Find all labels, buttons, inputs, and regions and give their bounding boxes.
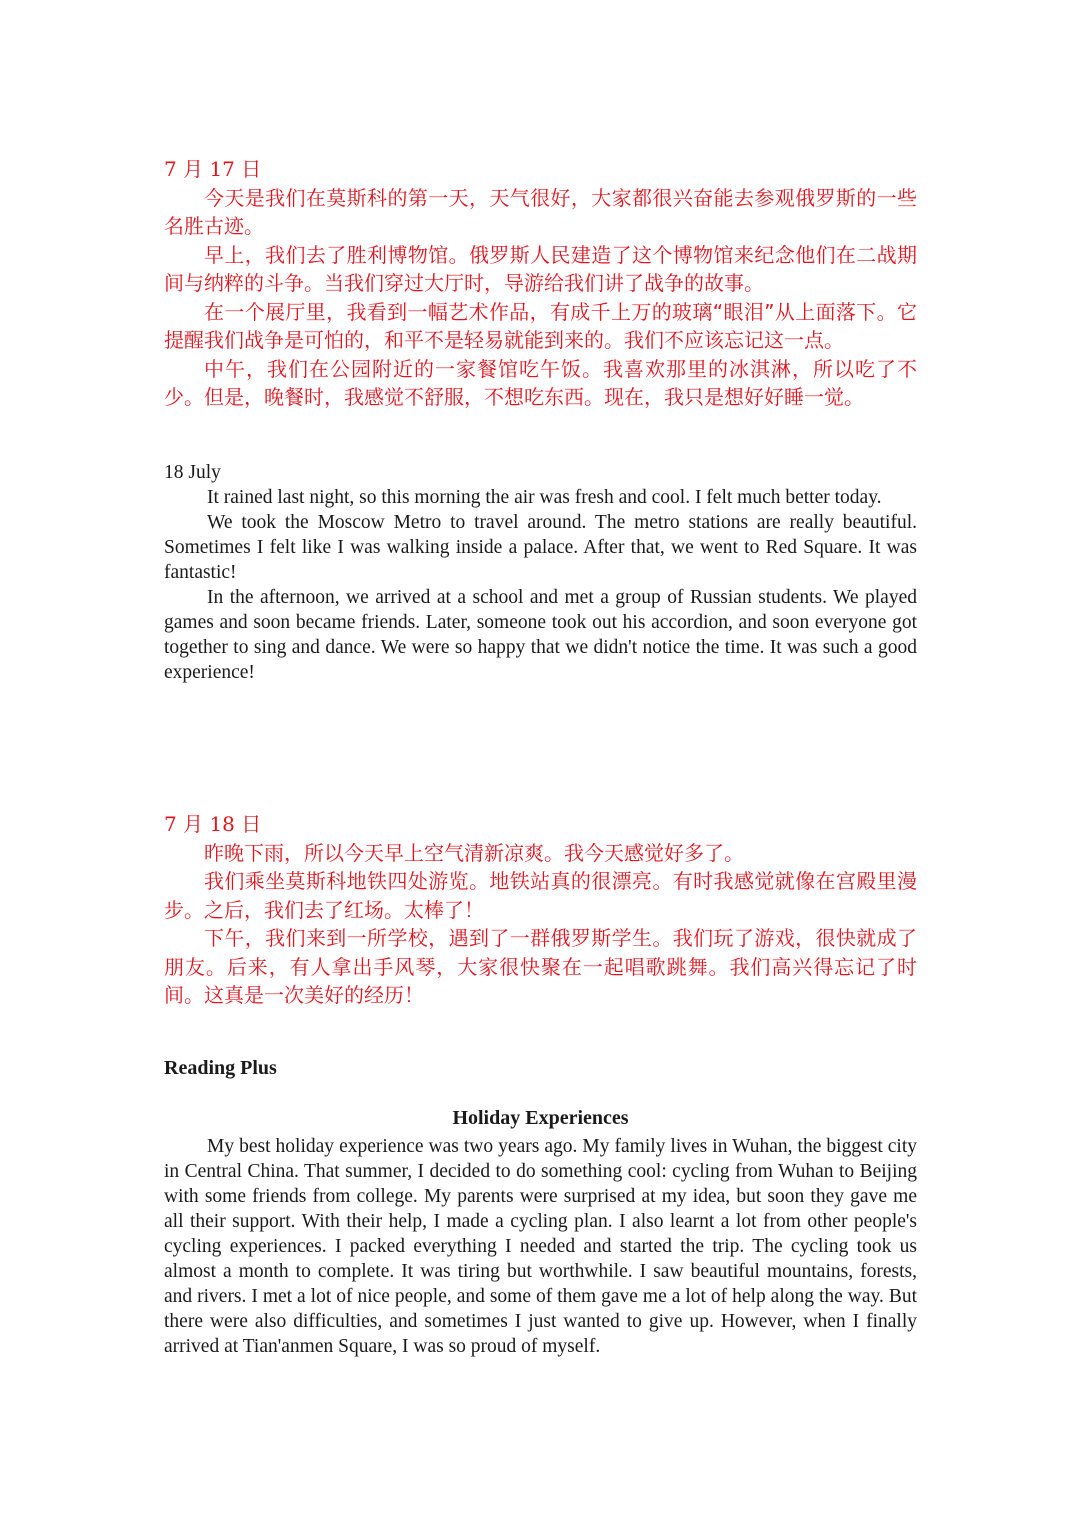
diary-paragraph: 昨晚下雨，所以今天早上空气清新凉爽。我今天感觉好多了。 bbox=[204, 840, 744, 865]
article-paragraph: My best holiday experience was two years ago. My family lives in Wuhan, the biggest city in Central China. That summer, I decided to do something cool: cycling from Wuhan to Beijing with some friends from college. My parents were surprised at my idea, but soon they gave me all their support. With their help, I made a cycling plan. I also learnt a lot from other people's cycling experiences. I packed everything I needed and started the trip. The cycling took us almost a month to complete. It was tiring but worthwhile. I saw beautiful mountains, forests, and rivers. I met a lot of nice people, and some of them gave me a lot of help along the way. But there were also difficulties, and sometimes I just wanted to give up. However, when I finally arrived at Tian'anmen Square, I was so proud of myself. bbox=[164, 1136, 917, 1357]
diary-paragraph: 下午，我们来到一所学校，遇到了一群俄罗斯学生。我们玩了游戏，很快就成了朋友。后来，有人拿出手风琴，大家很快聚在一起唱歌跳舞。我们高兴得忘记了时间。这真是一次美好的经历！ bbox=[164, 926, 917, 1007]
diary-date: 18 July bbox=[164, 462, 221, 483]
diary-translation-july-18 bbox=[164, 810, 917, 1010]
section-heading: Reading Plus bbox=[164, 1057, 277, 1079]
diary-paragraph: 中午，我们在公园附近的一家餐馆吃午饭。我喜欢那里的冰淇淋，所以吃了不少。但是，晚餐时，我感觉不舒服，不想吃东西。现在，我只是想好好睡一觉。 bbox=[164, 356, 917, 409]
diary-paragraph: 我们乘坐莫斯科地铁四处游览。地铁站真的很漂亮。有时我感觉就像在宫殿里漫步。之后，我们去了红场。太棒了！ bbox=[164, 869, 917, 922]
diary-paragraph: 早上，我们去了胜利博物馆。俄罗斯人民建造了这个博物馆来纪念他们在二战期间与纳粹的斗争。当我们穿过大厅时，导游给我们讲了战争的故事。 bbox=[164, 242, 917, 295]
diary-paragraph: 今天是我们在莫斯科的第一天，天气很好，大家都很兴奋能去参观俄罗斯的一些名胜古迹。 bbox=[164, 185, 917, 238]
diary-paragraph: 在一个展厅里，我看到一幅艺术作品，有成千上万的玻璃“眼泪”从上面落下。它提醒我们战争是可怕的，和平不是轻易就能到来的。我们不应该忘记这一点。 bbox=[164, 299, 917, 352]
diary-paragraph: In the afternoon, we arrived at a school and met a group of Russian students. We played games and soon became friends. Later, someone took out his accordion, and soon everyone got together to sing and dance. We were so happy that we didn't notice the time. It was such a good experience! bbox=[164, 587, 917, 683]
article-body bbox=[164, 1134, 917, 1359]
diary-date: 7 月 18 日 bbox=[164, 812, 262, 836]
diary-paragraph: It rained last night, so this morning the air was fresh and cool. I felt much better today. bbox=[207, 487, 882, 508]
diary-paragraph: We took the Moscow Metro to travel around. The metro stations are really beautiful. Sometimes I felt like I was walking inside a palace. After that, we went to Red Square. It was fantastic! bbox=[164, 512, 917, 583]
article-title: Holiday Experiences bbox=[452, 1107, 629, 1129]
diary-translation-july-17 bbox=[164, 155, 917, 412]
diary-entry-july-18 bbox=[164, 460, 917, 685]
diary-date: 7 月 17 日 bbox=[164, 157, 262, 181]
